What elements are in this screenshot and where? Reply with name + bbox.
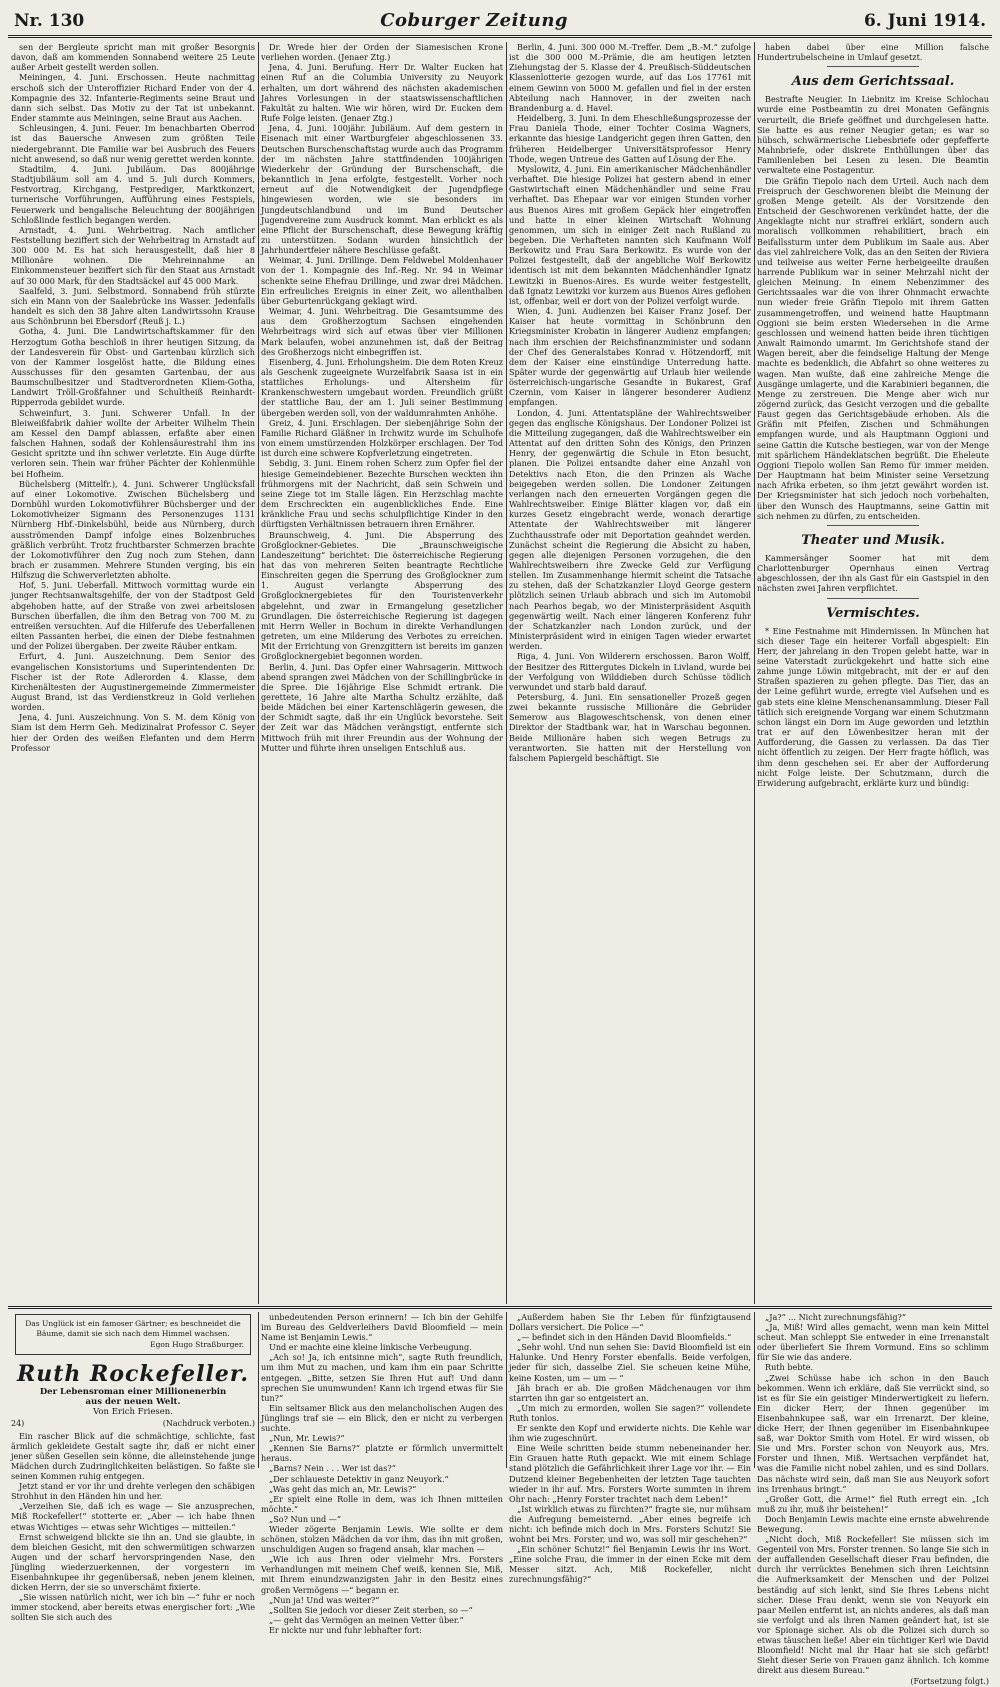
news-item: Arnstadt, 4. Juni. Wehrbeitrag. Nach amtlicher Feststellung beziffert sich der Wehrbeitrag in Arnstadt auf 300 000 M. Es hat sich herausgestellt, daß hier 8 Millionäre wohnen. Die Mehreinnahme an Einkommensteuer beziffert sich für den Staat aus Arnstadt auf 30 000 Mark, für den Stadtsäckel auf 45 000 Mark. [11, 224, 255, 286]
section-heading-court: Aus dem Gerichtssaal. [791, 74, 955, 90]
newspaper-title: Coburger Zeitung [380, 10, 568, 31]
news-section [8, 42, 992, 1304]
novel-paragraph: Ernst schweigend blickte sie ihn an. Und sie glaubte, in dem bleichen Gesicht, mit den schwermütigen schwarzen Augen und der scharf hervorspringenden Nase, den Jüngling wiederzuerkennen, der vorgestern im Eisenbahnkupee ihr gegenübersaß, neben jenem kleinen, dicken Herrn, der sie so unverschämt fixierte. [11, 1531, 255, 1593]
news-column-1 [8, 42, 258, 1304]
masthead [8, 4, 992, 38]
novel-paragraph: „Ja?“ ... Nicht zurechnungsfähig?“ [765, 1312, 906, 1322]
section-heading-theater: Theater und Musik. [801, 532, 945, 548]
feuilleton-column-4 [754, 1312, 992, 1687]
feuilleton-column-2 [258, 1312, 506, 1635]
novel-paragraph: „Wie ich aus Ihren oder vielmehr Mrs. Forsters Verhandlungen mit meinem Chef weiß, kennen Sie, Miß, mit Ihrem einundzwanzigsten Jahr in den Besitz eines großen Vermögens —“ begann er. [261, 1554, 503, 1595]
news-item: Weimar, 4. Juni. Drillinge. Dem Feldwebel Moldenhauer von der 1. Kompagnie des Inf.-Reg. Nr. 94 in Weimar schenkte seine Ehefrau Drillinge, und zwar drei Mädchen. Ein erfreuliches Ereignis in einer Zeit, wo allenthalben über Geburtenrückgang geklagt wird. [261, 255, 503, 306]
novel-paragraph: Er nickte nur und fuhr lebhafter fort: [269, 1624, 422, 1635]
news-item: London, 4. Juni. Attentatspläne der Wahlrechtsweiber gegen das englische Königshaus. Der Londoner Polizei ist die Mitteilung zugegangen, daß die Wahlrechtsweiber ein Attentat auf den dritten Sohn des Königs, den Prinzen Henry, der gegenwärtig die Schule in Eton besucht, planen. Die Polizei entsandte daher eine Anzahl von Detektivs nach Eton, die den Prinzen als Wache beigegeben werden sollen. Die Londoner Zeitungen verlangen nach den erneuerten Vorgängen gegen die Wahlrechtsweiber. Einige Blätter klagen vor, daß ein kurzes Gesetz eingebracht werde, wonach derartige Attentate der Wahlrechtsweiber mit längerer Zuchthausstrafe oder mit Deportation geahndet werden. Zunächst scheint die Regierung die Absicht zu haben, gegen alle diejenigen Personen vorzugehen, die den Wahlrechtsweibern ihre Zwecke Geld zur Verfügung stellen. Im Zusammenhange hiermit scheint die Tatsache zu stehen, daß der Schatzkanzler Lloyd George gestern plötzlich seinen Urlaub abbrach und sich im Automobil nach Pearhos begab, wo der Ministerpräsident Asquith gegenwärtig weilt. Nach einer längeren Konferenz fuhr der Schatzkanzler nach London zurück, und der Ministerpräsident wird in einigen Tagen wieder erwartet werden. [509, 407, 751, 652]
novel-paragraph: „Nun ja! Und was weiter?“ [269, 1594, 380, 1605]
novel-paragraph: „Nun, Mr. Lewis?“ [269, 1433, 345, 1444]
novel-paragraph: „Ach so! Ja, ich entsinne mich“, sagte Ruth freundlich, um ihm Mut zu machen, und kam ihm ein paar Schritte entgegen. „Bitte, setzen Sie Ihren Hut auf! Und dann sprechen Sie unumwunden! Kann ich irgend etwas für Sie tun?“ [261, 1352, 503, 1403]
news-column-4 [754, 42, 992, 1304]
novel-paragraph: „Sie wissen natürlich nicht, wer ich bin —“ fuhr er noch immer stockend, aber bereits etwas energischer fort: „Wie sollten Sie sich auch des [11, 1592, 255, 1623]
news-item: * Eine Festnahme mit Hindernissen. In München hat sich dieser Tage ein heiterer Vorfall abgespielt: Ein Herr, der jahrelang in den Tropen gelebt hatte, war in seine Vaterstadt zurückgekehrt und hatte sich eine zahme junge Löwin mitgebracht, mit der er auf den Straßen spazieren zu gehen pflegte. Das Tier, das an der Leine geführt wurde, erregte viel Aufsehen und es gab stets eine kleine Menschenansammlung. Dieser Fall tätlich sich ereignende Vorgang war einem Schutzmann schon längst ein Dorn im Auge geworden und letzthin trat er auf den Löwenbesitzer heran mit der Aufforderung, die Gassen zu verlassen. Da das Tier nicht öffentlich zu zeigen. Der Herr fragte höflich, was ihm denn geschehen sei. Er aber der Aufforderung nicht Folge leiste. Der Schutzmann, durch die Erwiderung aufgebracht, erklärte kurz und bündig: [757, 625, 989, 788]
motto-author: Egon Hugo Straßburger. [150, 1340, 244, 1349]
novel-paragraph: Ein seltsamer Blick aus den melancholischen Augen des Jünglings traf sie — ein Blick, den er nicht zu verbergen suchte. [261, 1402, 503, 1434]
novel-paragraph: „Sollten Sie jedoch vor dieser Zeit sterben, so —“ [269, 1604, 473, 1615]
news-item: Heidelberg, 3. Juni. In dem Eheschließungsprozesse der Frau Daniela Thode, einer Tochter Cosima Wagners, erkannte das hiesige Landgericht gegen ihren Gatten, den früheren Heidelberger Universitätsprofessor Henry Thode, wegen Untreue des Gatten auf Lösung der Ehe. [509, 113, 751, 164]
news-item: haben dabei über eine Million falsche Hundertrubelscheine in Umlauf gesetzt. [757, 42, 989, 63]
news-column-2 [258, 42, 506, 1304]
news-item: Büchelsberg (Mittelfr.), 4. Juni. Schwerer Unglücksfall auf einer Lokomotive. Zwischen Büchelsberg und Dornbühl wurden Lokomotivführer Büchsberger und der Lokomotivheizer Sigmann des Personenzuges 1131 Nürnberg Hbf.-Dinkelsbühl, beide aus Nürnberg, durch ausströmenden Dampf infolge eines Bolzenbruches gräßlich verbrüht. Trotz fruchtbarster Schmerzen brachte der Lokomotivführer den Zug noch zum Stehen, dann brach er zusammen. Mehrere Stunden verging, bis ein Hilfszug die Schwerverletzten abholte. [11, 478, 255, 581]
novel-paragraph: „Der schlaueste Detektiv in ganz Neuyork.“ [269, 1473, 449, 1484]
novel-paragraph: „Zwei Schüsse habe ich schon in den Bauch bekommen. Wenn ich erkläre, daß Sie verrückt sind, so ist es für Sie ein geistiger Minderwertigkeit zu liefern. Ein dicker Herr, der Ihnen gegenüber im Eisenbahnkupee saß, war ein Irrenarzt. Der kleine, dicke Herr, der Ihnen gegenüber im Eisenbahnkupee saß, war Doktor Smith vom Hotel. Er wird wissen, ob Sie und Mrs. Forster schon von Neuyork aus, Mrs. Forster und Ihnen, Miß. Wertsachen verpfändet hat, was die Familie nicht nobel zahlen, und es sind Dollars. Das nächste wird sein, daß man Sie aus Neuyork sofort ins Irrenhaus bringt.“ [757, 1372, 989, 1494]
novel-meta [11, 1419, 255, 1429]
novel-subtitle: aus der neuen Welt. [85, 1396, 181, 1407]
feuilleton-column-3 [506, 1312, 754, 1585]
news-item: Hof, 5. Juni. Ueberfall. Mittwoch vormittag wurde ein junger Rechtsanwaltsgehilfe, der von der Stadtpost Geld abgehoben hatte, auf der Straße von zwei arbeitslosen Burschen überfallen, die ihm den Betrag von 700 M. zu entreißen versuchten. Auf die Hilferufe des Ueberfallenen eilten Passanten herbei, die einen der Diebe festnahmen und der Polizei übergaben. Der zweite Räuber entkam. [11, 580, 255, 652]
news-item: Weimar, 4. Juni. Wehrbeitrag. Die Gesamtsumme des aus dem Großherzogtum Sachsen eingehenden Wehrbeitrags wird sich auf etwas über vier Millionen Mark belaufen, wobei anzunehmen ist, daß der Beitrag des Großherzogs nicht einbegriffen ist. [261, 306, 503, 357]
news-item: Die Gräfin Tiepolo nach dem Urteil. Auch nach dem Freispruch der Geschworenen bleibt die Meinung der großen Menge geteilt. Als der Vorsitzende den Entscheid der Geschworenen verkündet hatte, der die Angeklagte nicht nur straffrei erklärt, sondern auch moralisch vollkommen rehabilitiert, brach ein Beifallssturm unter dem Publikum im Saale aus. Aber das viel zahlreichere Volk, das an den Seiten der Riviera und teilweise aus weiter Ferne herbeigeeilte draußen harrende Publikum war in seiner Mehrzahl nicht der gleichen Meinung. In einem Nebenzimmer des Gerichtssaales war die von ihrer Ohnmacht erwachte nun wieder freie Gräfin Tiepolo mit ihrem Gatten zusammengetroffen, und weinend hatte Hauptmann Oggioni sie beim ersten Wiedersehen in die Arme geschlossen und weinend hatten beide ihren tüchtigen Anwalt Raimondo umarmt. Im Gerichtshofe stand der Wagen bereit, aber die feindselige Haltung der Menge machte es bedenklich, die Abfahrt so ohne weiteres zu wagen. Man wußte, daß eine zahlreiche Menge die Ausgänge umlagerte, und die Karabinieri begannen, die Menge zu zerstreuen. Die Menge aber wich nur zögernd zurück, das Gesicht verzogen und die geballte Faust gegen das Gerichtsgebäude erhoben. Als die Gräfin mit Pfeifen, Zischen und Schmähungen empfangen wurde, und als Hauptmann Oggioni und seine Gattin die Kutsche bestiegen, war von der Menge mit spärlichem Händeklatschen begrüßt. Die Eheleute Oggioni Tiepolo wollen San Remo für immer meiden. Der Hauptmann hat beim Minister seine Versetzung nach Afrika erbeten, so ihm jetzt gewährt worden ist. Der Kriegsminister hat sich jedoch noch vorbehalten, über den Wunsch des Hauptmanns, seine Gattin mit sich nehmen zu dürfen, zu entscheiden. [757, 175, 989, 521]
novel-title: Ruth Rockefeller. [16, 1360, 250, 1387]
news-item: Meiningen, 4. Juni. Erschossen. Heute nachmittag erschoß sich der Unteroffizier Richard Ender von der 4. Kompagnie des 32. Infanterie-Regiments seine Braut und dann sich selbst. Das Motiv zu der Tat ist unbekannt. Ender stammte aus Meiningen, seine Braut aus Aachen. [11, 72, 255, 124]
news-item: Saalfeld, 3. Juni. Selbstmord. Sonnabend früh stürzte sich ein Mann von der Saalebrücke ins Wasser. Jedenfalls handelt es sich den 38 Jahre alten Landwirtssohn Krause aus Schönbrunn bei Ebersdorf (Reuß j. L.) [11, 285, 255, 327]
reprint-note: (Nachdruck verboten.) [162, 1418, 255, 1428]
section-heading-misc: Vermischtes. [826, 605, 920, 621]
novel-paragraph: „Ein schöner Schutz!“ fiel Benjamin Lewis ihr ins Wort. „Eine solche Frau, die immer in der einen Ecke mit dem Messer sitzt. Ach, Miß Rockefeller, nicht zurechnungsfähig?“ [509, 1544, 751, 1585]
novel-paragraph: Ein rascher Blick auf die schmächtige, schlichte, fast ärmlich gekleidete Gestalt sagte ihr, daß er nicht einer jener süßen Gesellen sein könne, die alleinstehende junge Mädchen durch Zudringlichkeiten belästigen. So faßte sie seinen Kommen ruhig entgegen. [11, 1430, 255, 1482]
news-item: Jena, 4. Juni. Auszeichnung. Von S. M. dem König von Siam ist dem Herrn Geh. Medizinalrat Professor C. Seyer hier der Orden des weißen Elefanten und dem Herrn Professor [11, 712, 255, 753]
news-item: Jena, 4. Juni. 100jähr. Jubiläum. Auf dem gestern in Eisenach mit einer Wartburgfeier abgeschlossenen 33. Deutschen Burschenschaftstag wurde auch das Programm der im nächsten Jahre stattfindenden 100jährigen Wiederkehr der Gründung der Burschenschaft, die bekanntlich in Jena erfolgte, festgestellt. Vorher noch erneut auf die Notwendigkeit der Jugendpflege hingewiesen worden, wie sie besonders im Jungdeutschlandbund und im Bund Deutscher Jugendvereine zum Ausdruck kommt. Man erblickt es als eine Pflicht der Burschenschaft, diese Bewegung kräftig zu unterstützen. Sodann wurden hinsichtlich der Jahrhundertfeier nähere Beschlüsse gefaßt. [261, 123, 503, 256]
news-item: Berlin, 4. Juni. 300 000 M.-Treffer. Dem „B.-M.“ zufolge ist die 300 000 M.-Prämie, die am heutigen letzten Ziehungstag der 5. Klasse der 4. Preußisch-Süddeutschen Klassenlotterie gezogen wurde, auf das Los 17761 mit einem Gewinn von 5000 M. gefallen und fiel in der ersten Abteilung nach Hannover, in der zweiten nach Brandenburg a. d. Havel. [509, 42, 751, 113]
divider [827, 66, 920, 67]
divider [827, 598, 920, 599]
news-item: sen der Bergleute spricht man mit großer Besorgnis davon, daß am kommenden Sonnabend weitere 25 Leute außer Arbeit gestellt werden sollen. [11, 42, 255, 73]
feuilleton-section [8, 1312, 992, 1687]
news-item: Petersburg, 4. Juni. Ein sensationeller Prozeß gegen zwei bekannte russische Millionäre die Gebrüder Semerow aus Blagoweschtschensk, von denen einer Direktor der Stadtbank war, hat in Warschau begonnen. Beide Millionäre haben sich wegen Betrugs zu verantworten. Sie hatten mit der Herstellung von falschem Papiergeld beschäftigt. Sie [509, 692, 751, 763]
novel-paragraph: Jetzt stand er vor ihr und drehte verlegen den schäbigen Strohhut in den Händen hin und her. [11, 1481, 255, 1502]
novel-paragraph: „Verzeihen Sie, daß ich es wage — Sie anzusprechen, Miß Rockefeller!“ stotterte er. „Aber — ich habe Ihnen etwas Wichtiges — etwas sehr Wichtiges — mitteilen.“ [11, 1501, 255, 1532]
installment-number: 24) [11, 1418, 25, 1428]
news-item: Eisenberg, 4. Juni. Erholungsheim. Die dem Roten Kreuz als Geschenk zugeeignete Wurzelfabrik Saasa ist in ein stattliches Erholungs- und Altersheim für Krankenschwestern umgebaut worden. Freundlich grüßt der stattliche Bau, der am 1. Juli seiner Bestimmung übergeben werden soll, von der waldumrahmten Anhöhe. [261, 356, 503, 418]
news-item: Dr. Wrede hier der Orden der Siamesischen Krone verliehen worden. (Jenaer Ztg.) [261, 42, 503, 63]
divider [827, 525, 920, 526]
news-item: Riga, 4. Juni. Von Wilderern erschossen. Baron Wolff, der Besitzer des Rittergutes Dickeln in Livland, wurde bei der Verfolgung von Wilddieben durch Schüsse tödlich verwundet und starb bald darauf. [509, 651, 751, 692]
novel-paragraph: „So? Nun und —“ [269, 1513, 342, 1524]
news-item: Greiz, 4. Juni. Erschlagen. Der siebenjährige Sohn der Familie Richard Gläßner in Irchwitz wurde im Schulhofe von einem umstürzenden Holzkörper erschlagen. Der Tod ist durch eine schwere Kopfverletzung eingetreten. [261, 417, 503, 459]
news-item: Sebdig, 3. Juni. Einem rohen Scherz zum Opfer fiel der hiesige Gemeindebiener. Bezechte Burschen weckten ihn frühmorgens mit der Nachricht, daß sein Schwein und seine Ziege tot im Stalle lägen. Ein Herzschlag machte dem Erschreckten ein augenblickliches Ende. Eine kränkliche Frau und sechs schulpflichtige Kinder in den dürftigsten Verhältnissen betrauern ihren Ernährer. [261, 458, 503, 530]
feuilleton-divider [8, 1306, 992, 1309]
news-item: Erfurt, 4. Juni. Auszeichnung. Dem Senior des evangelischen Konsistoriums und Superintendenten Dr. Fischer ist der Rote Adlerorden 4. Klasse, dem Kirchenältesten der Augustinergemeinde Zimmermeister August Brand, ist das Verdienstkreuz in Gold verliehen worden. [11, 651, 255, 713]
novel-paragraph: „Sehr wohl. Und nun sehen Sie: David Bloomfield ist ein Halunke. Und Henry Forster ebenfalls. Beide verfolgen, jeder für sich, dasselbe Ziel. Sie scheuen keine Mühe, keine Kosten, um — um — “ [509, 1342, 751, 1383]
issue-number: Nr. 130 [14, 11, 85, 31]
novel-paragraph: „— geht das Vermögen an meinen Vetter über.“ [269, 1614, 464, 1625]
novel-paragraph: „Barns? Nein . . . Wer ist das?“ [269, 1463, 396, 1474]
novel-paragraph: „Großer Gott, die Arme!“ fiel Ruth erregt ein. „Ich muß zu ihr, muß ihr beistehen!“ [757, 1493, 989, 1514]
news-item: Wien, 4. Juni. Audienzen bei Kaiser Franz Josef. Der Kaiser hat heute vormittag in Schönbrunn den Kriegsminister Krobatin in längerer Audienz empfangen; nach ihm erschien der Reichsfinanzminister und sodann der Chef des Generalstabes Konrad v. Hötzendorff, mit dem der Kaiser eine einstündige Unterredung hatte. Später wurde der gegenwärtig auf Urlaub hier weilende österreichisch-ungarische Gesandte in Bukarest, Graf Czernin, vom Kaiser in längerer besonderer Audienz empfangen. [509, 306, 751, 408]
news-item: Braunschweig, 4. Juni. Die Absperrung des Großglockner-Gebietes. Die „Braunschweigische Landeszeitung“ berichtet: Die österreichische Regierung hat das von mehreren Seiten beantragte Rechtliche Einschreiten gegen die Sperrung des Großglockner zum 1. August verlangte Absperrung des Großglocknergebietes für den Touristenverkehr abgelehnt, und zwar in Ermangelung gesetzlicher Grundlagen. Die österreichische Regierung ist dagegen mit Herrn Weller in Bochum in direkte Verhandlungen getreten, um eine Milderung des Verbotes zu erreichen. Mit der Errichtung von Grenzgittern ist bereits im ganzen Großglocknergebiet begonnen worden. [261, 529, 503, 662]
novel-paragraph: „— befindet sich in den Händen David Bloomfields.“ [517, 1332, 732, 1343]
issue-date: 6. Juni 1914. [863, 11, 986, 31]
news-item: Kammersänger Soomer hat mit dem Charlottenburger Opernhaus einen Vertrag abgeschlossen, der ihn als Gast für ein Gastspiel in den nächsten zwei Jahren verpflichtet. [757, 552, 989, 594]
novel-subtitle: Der Lebensroman einer Millionenerbin [39, 1386, 227, 1397]
news-item: Jena, 4. Juni. Berufung. Herr Dr. Walter Eucken hat einen Ruf an die Columbia University zu Neuyork erhalten, um dort während des nächsten akademischen Jahres Vorlesungen in der staatswissenschaftlichen Fakultät zu halten. Wie wir hören, wird Dr. Eucken dem Rufe Folge leisten. (Jenaer Ztg.) [261, 62, 503, 124]
news-item: Berlin, 4. Juni. Das Opfer einer Wahrsagerin. Mittwoch abend sprangen zwei Mädchen von der Schillingbrücke in die Spree. Die 16jährige Else Schmidt ertrank. Die gerettete, 16 Jahre alte Martha Schultz erzählte, daß beide Mädchen bei einer Kartenschlägerin gewesen, die der Schmidt sagte, daß ihr ein Unglück bevorstehe. Seit der Zeit war das Mädchen verängstigt, entfernte sich Mittwoch früh mit ihrer Freundin aus der Wohnung der Mutter und führte ihren unseligen Entschluß aus. [261, 661, 503, 753]
novel-paragraph: Wieder zögerte Benjamin Lewis. Wie sollte er dem schönen, stolzen Mädchen da vor ihm, das ihn mit großen, unschuldigen Augen so fragend ansah, klar machen — [261, 1523, 503, 1555]
novel-paragraph: Ruth bebte. [765, 1362, 814, 1373]
novel-paragraph: „Ja, Miß! Wird alles gemacht, wenn man kein Mittel scheut. Man schleppt Sie entweder in eine Irrenanstalt oder überliefert Sie Ihrem Vormund. Eins so schlimm für Sie wie das andere. [757, 1322, 989, 1363]
novel-paragraph: Eine Weile schritten beide stumm nebeneinander her. Ein Grauen hatte Ruth gepackt. Wie mit einem Schlage stand plötzlich die Gefährlichkeit ihrer Lage vor ihr. — Ein Dutzend kleiner Begebenheiten der letzten Tage tauchten wieder in ihr auf. Mrs. Forsters Worte summten in ihrem Ohr nach: „Henry Forster trachtet nach dem Leben!“ [509, 1443, 751, 1504]
novel-paragraph: „Er spielt eine Rolle in dem, was ich Ihnen mitteilen möchte.“ [261, 1493, 503, 1514]
news-item: Schweinfurt, 3. Juni. Schwerer Unfall. In der Bleiweißfabrik dahier wollte der Arbeiter Wilhelm Thein am Kessel den Dampf ablassen, erfaßte aber einen falschen Hahnen, sodaß der Kohlensäurestrahl ihm ins Gesicht spritzte und ihn schwer verletzte. Ein Auge dürfte verloren sein. Thein war früher Pächter der Kohlenmühle bei Hofheim. [11, 407, 255, 479]
continued-note: (Fortsetzung folgt.) [910, 1677, 989, 1687]
news-item: Myslowitz, 4. Juni. Ein amerikanischer Mädchenhändler verhaftet. Die hiesige Polizei hat gestern abend in einer Gastwirtschaft einen Mädchenhändler und seine Frau verhaftet. Das Ehepaar war vor einigen Stunden vorher aus Buenos Aires mit großem Gepäck hier eingetroffen und hatte in einer kleinen Wirtschaft Wohnung genommen, um sich in einiger Zeit nach Rußland zu begeben. Die Verhafteten nannten sich Kaufmann Wolf Berkowitz und Frau Sara Berkowitz. Es wurde von der Polizei festgestellt, daß der angebliche Wolf Berkowitz identisch ist mit dem bekannten Mädchenhändler Ignatz Lewitzki in Buenos-Aires. Es wurde weiter festgestellt, daß Ignatz Lewitzki vor kurzem aus Buenos Aires geflohen ist, offenbar, weil er dort von der Polizei verfolgt wurde. [509, 163, 751, 306]
novel-paragraph: Er senkte den Kopf und erwiderte nichts. Die Kehle war ihm wie zugeschnürt. [509, 1423, 751, 1444]
motto-text: Das Unglück ist ein famoser Gärtner; es beschneidet die Bäume, damit sie sich nach dem Himmel wachsen. [25, 1319, 241, 1338]
novel-author: Von Erich Friesen. [93, 1406, 173, 1417]
novel-paragraph: Doch Benjamin Lewis machte eine ernste abwehrende Bewegung. [757, 1513, 989, 1534]
novel-paragraph: „Kennen Sie Barns?“ platzte er förmlich unvermittelt heraus. [261, 1443, 503, 1464]
novel-paragraph: Jäh brach er ab. Die großen Mädchenaugen vor ihm starrten ihn gar so entgeistert an. [509, 1382, 751, 1403]
motto-box [15, 1314, 251, 1355]
novel-paragraph: Und er machte eine kleine linkische Verbeugung. [269, 1342, 472, 1353]
novel-paragraph: „Ist wirklich etwas zu fürchten?“ fragte sie, nur mühsam die Aufregung bemeisternd. „Aber eines begreife ich nicht: ich befinde mich doch in Mrs. Forsters Schutz! Sie wohnt bei Mrs. Forster, und wo, was soll mir geschehen?“ [509, 1503, 751, 1545]
news-item: Bestrafte Neugier. In Liebnitz im Kreise Schlochau wurde eine Postbeamtin zu drei Monaten Gefängnis verurteilt, die Briefe geöffnet und durchgelesen hatte. Sie hatte es aus reiner Neugier getan; es war so hübsch, schwärmerische Liebesbriefe oder gepfefferte Mahnbriefe, oder diskrete Enthüllungen über das Familienleben bei Lesen zu lesen. Die Beamtin verwaltete eine Postagentur. [757, 94, 989, 176]
novel-paragraph: „Um mich zu ermorden, wollen Sie sagen?“ vollendete Ruth tonlos. [509, 1402, 751, 1423]
novel-paragraph: unbedeutenden Person erinnern! — Ich bin der Gehilfe im Bureau des Geldverleihers David Bloomfield — mein Name ist Benjamin Lewis.“ [261, 1312, 503, 1343]
news-item: Schleusingen, 4. Juni. Feuer. Im benachbarten Oberrod ist das Bauersche Anwesen zum größten Teile niedergebrannt. Die Familie war bei Ausbruch des Feuers nicht anwesend, so daß nur wenig gerettet werden konnte. [11, 123, 255, 164]
novel-paragraph: „Was geht das mich an, Mr. Lewis?“ [269, 1483, 417, 1494]
news-item: Gotha, 4. Juni. Die Landwirtschaftskammer für den Herzogtum Gotha beschloß in ihrer heutigen Sitzung, da der Landesverein für Obst- und Gartenbau kürzlich sich von der Kammer losgelöst hatte, die Bildung eines Ausschusses für den gesamten Gartenbau, der aus Baumschulbesitzer und Stadtverordneten Kliem-Gotha, Landwirt Tröll-Großfahner und Schultheiß Reinhardt-Ripperroda gebildet wurde. [11, 326, 255, 408]
feuilleton-column-1 [8, 1312, 258, 1623]
news-column-3 [506, 42, 754, 1304]
novel-paragraph: „Außerdem haben Sie Ihr Leben für fünfzigtausend Dollars versichert. Die Police —“ [509, 1312, 751, 1333]
news-item: Stadtilm, 4. Juni. Jubiläum. Das 800jährige Stadtjubiläum soll am 4. und 5. Juli durch Kommers, Festvortrag, Kirchgang, Festprediger, Marktkonzert, turnerische Vorführungen, Aufführung eines Festspiels, Feuerwerk und bengalische Beleuchtung der 800jährigen Schloßlinde festlich begangen werden. [11, 163, 255, 225]
novel-paragraph: „Nicht doch, Miß Rockefeller! Sie müssen sich im Gegenteil von Mrs. Forster trennen. So lange Sie sich in der auffallenden Gesellschaft dieser Frau befinden, die durch ihr verrücktes Benehmen sich ihren Leichtsinn die Aufmerksamkeit der Menschen und der Polizei beständig auf sich lenkt, sind Sie Ihres Lebens nicht sicher. Diese Frau denkt, wenn sie von Neuyork ein paar Meilen entfernt ist, an nichts anderes, als daß man sie verfolgt und als ihren Namen geändert hat, ist sie vor Spionage sicher. Als ob die Polizei sich durch so etwas täuschen ließe! Aber ein tüchtiger Kerl wie David Bloomfield! Nicht mal ihr Haar hat sie sich gefärbt! Sieht dieser Serie von Frauen ganz ähnlich. Ich komme direkt aus diesem Bureau.“ [757, 1534, 989, 1676]
